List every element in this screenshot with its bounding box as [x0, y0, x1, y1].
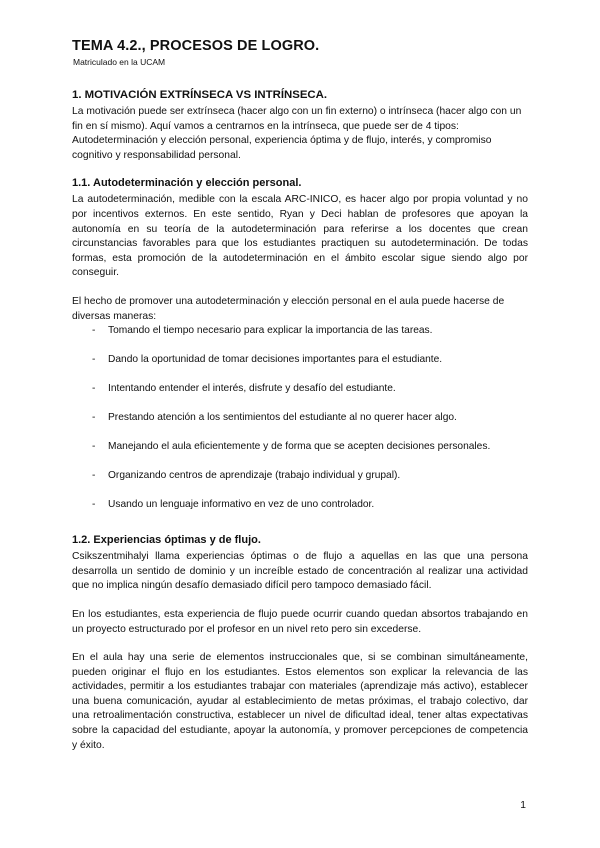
section-1-2-paragraph-2: En los estudiantes, esta experiencia de flujo puede ocurrir cuando quedan absortos trabajando en un proyecto estructurado por el profesor en un nivel reto pero sin excederse.: [72, 608, 528, 635]
section-1-intro: La motivación puede ser extrínseca (hacer algo con un fin externo) o intrínseca (hacer algo con un fin en sí mismo). Aquí vamos a centrarnos en la intrínseca, que puede ser de 4 tipos: Autodeterminación y elección personal, experiencia óptima y de flujo, interés, y compromiso cognitivo y responsabilidad personal.: [72, 106, 522, 161]
section-1-1-paragraph-1: La autodeterminación, medible con la escala ARC-INICO, es hacer algo por propia voluntad y no por incentivos externos. En este sentido, Ryan y Deci hablan de profesores que apoyan la autonomía en su teoría de la autodeterminación para referirse a los docentes que crean circunstancias favorables para que los estudiantes practiquen su autodeterminación. De todas formas, esta promoción de la autodeterminación en el ámbito escolar sigue siendo algo por conseguir.: [72, 194, 528, 279]
list-item: - Manejando el aula eficientemente y de forma que se acepten decisiones personales.: [72, 440, 528, 454]
section-1-2-paragraph-3: En el aula hay una serie de elementos instruccionales que, si se combinan simultáneamente, pueden originar el flujo en los estudiantes. Estos elementos son explicar la relevancia de las actividades, permitir a los estudiantes trabajar con materiales (aprendizaje más activo), establecer una buena comunicación, ayudar al establecimiento de metas próximas, el trabajo colectivo, dar una retroalimentación constructiva, establecer un nivel de dificultad ideal, tener altas expectativas sobre la capacidad del estudiante, apoyar la autonomía, y promover percepciones de competencia y éxito.: [72, 652, 528, 751]
list-item: - Tomando el tiempo necesario para explicar la importancia de las tareas.: [72, 324, 528, 338]
list-item: - Prestando atención a los sentimientos del estudiante al no querer hacer algo.: [72, 411, 528, 425]
page-number: 1: [520, 800, 526, 811]
section-1-2-heading: 1.2. Experiencias óptimas y de flujo.: [72, 534, 261, 547]
autodeterminacion-list: [72, 324, 528, 512]
list-item: - Usando un lenguaje informativo en vez de uno controlador.: [72, 498, 528, 512]
document-title: TEMA 4.2., PROCESOS DE LOGRO.: [72, 38, 320, 54]
list-item: - Organizando centros de aprendizaje (trabajo individual y grupal).: [72, 469, 528, 483]
section-1-heading: 1. MOTIVACIÓN EXTRÍNSECA VS INTRÍNSECA.: [72, 89, 328, 101]
section-1-2-paragraph-1: Csikszentmihalyi llama experiencias óptimas o de flujo a aquellas en las que una persona desarrolla un sentido de dominio y un increíble estado de concentración al realizar una actividad que no implica ningún desafío demasiado difícil pero tampoco demasiado fácil.: [72, 551, 528, 592]
document-subtitle: Matriculado en la UCAM: [73, 57, 166, 67]
section-1-1-heading: 1.1. Autodeterminación y elección personal.: [72, 177, 302, 190]
list-item: - Intentando entender el interés, disfrute y desafío del estudiante.: [72, 382, 528, 396]
section-1-1-paragraph-2: El hecho de promover una autodeterminación y elección personal en el aula puede hacerse de diversas maneras:: [72, 295, 505, 322]
list-item: - Dando la oportunidad de tomar decisiones importantes para el estudiante.: [72, 353, 528, 367]
